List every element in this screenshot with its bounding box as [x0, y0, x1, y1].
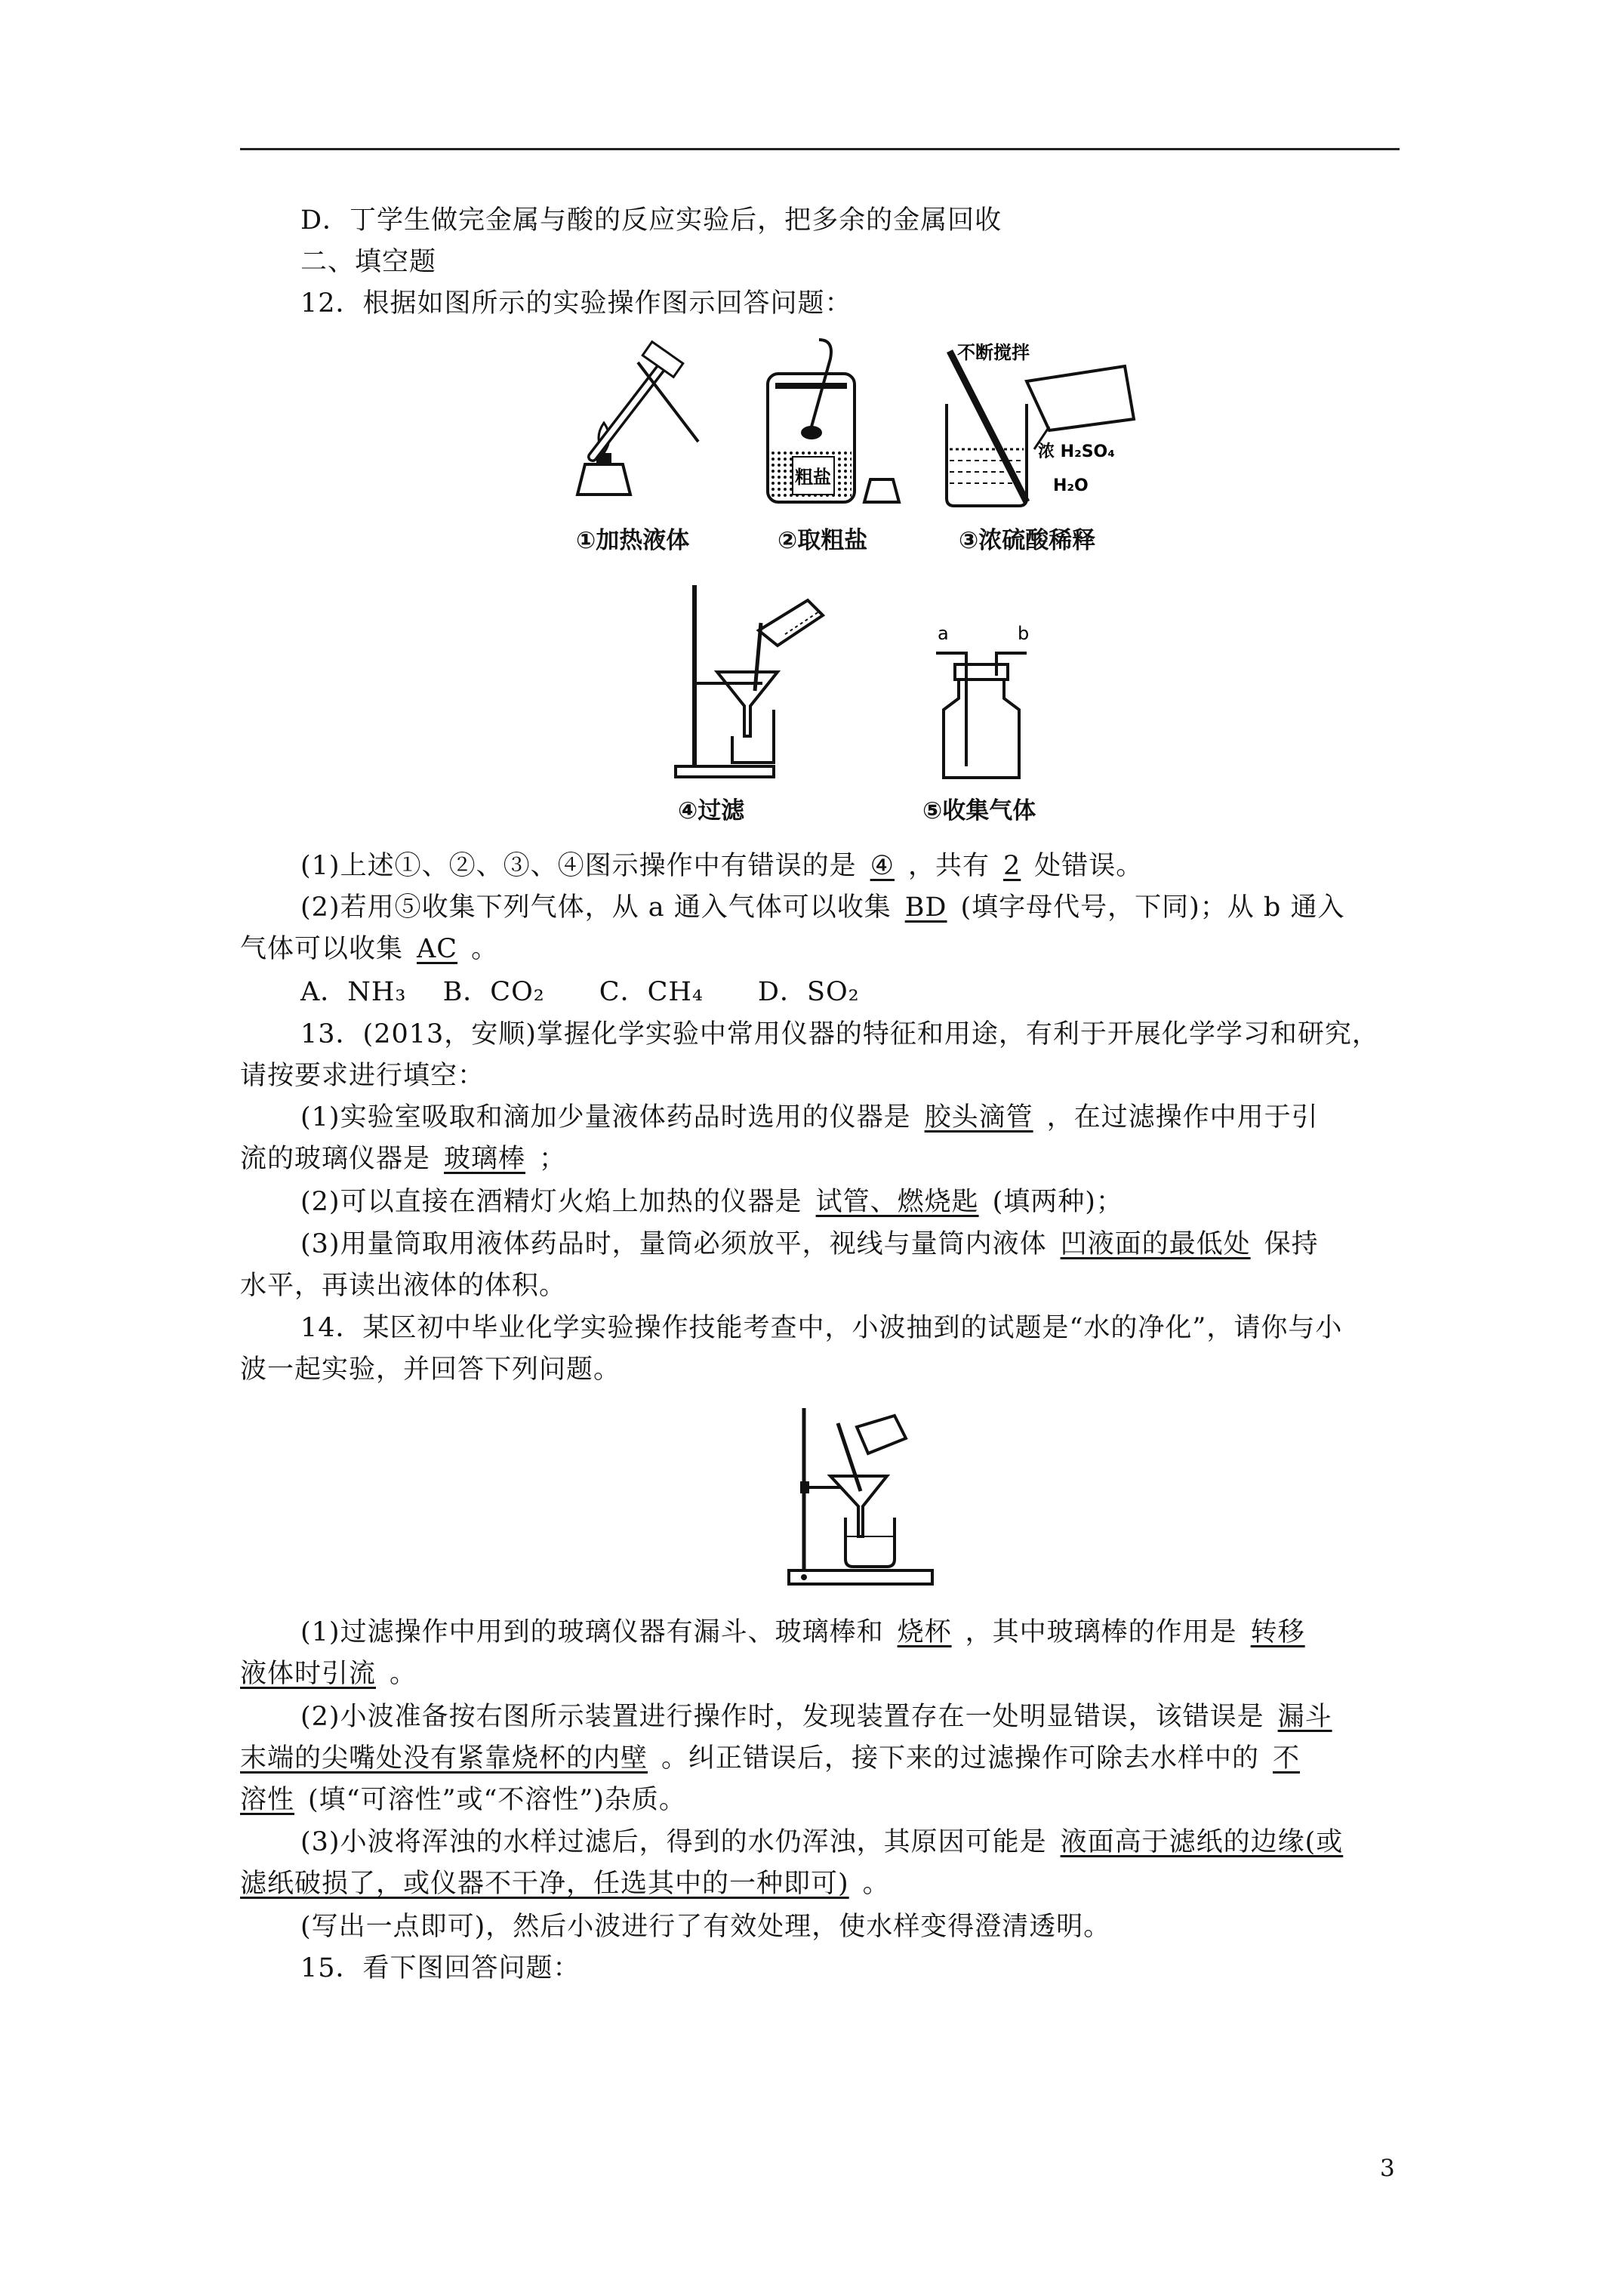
stir-label: 不断搅拌 — [957, 342, 1030, 363]
q15-stem: 15．看下图回答问题： — [300, 1953, 581, 1983]
q13-stem-line1: 13．(2013，安顺)掌握化学实验中常用仪器的特征和用途，有利于开展化学学习和研究， — [300, 1019, 1379, 1049]
q13-part3-line1: (3)用量筒取用液体药品时，量筒必须放平，视线与量筒内液体 凹液面的最低处 保持 — [300, 1229, 1319, 1259]
q12-part2-line1: (2)若用⑤收集下列气体，从 a 通入气体可以收集 BD (填字母代号，下同)；从 b 通入 — [300, 892, 1345, 923]
water-label: H₂O — [1053, 476, 1089, 495]
gas-bottle-figure — [929, 623, 1034, 781]
filtration-figure — [672, 578, 853, 781]
heating-liquid-figure — [562, 336, 713, 510]
q13-part1-line2: 流的玻璃仪器是 玻璃棒 ； — [240, 1144, 567, 1174]
q14-part2-line2: 末端的尖嘴处没有紧靠烧杯的内壁 。纠正错误后，接下来的过滤操作可除去水样中的 不 — [240, 1743, 1301, 1774]
header-rule — [240, 148, 1400, 150]
q14-part3-line2: 滤纸破损了，或仪器不干净，任选其中的一种即可) 。 — [240, 1869, 890, 1899]
q12-stem: 12．根据如图所示的实验操作图示回答问题： — [300, 288, 852, 319]
caption-5: ⑤收集气体 — [922, 797, 1036, 824]
dilute-acid-figure — [936, 336, 1147, 510]
q12-part1: (1)上述①、②、③、④图示操作中有错误的是 ④ ，共有 2 处错误。 — [300, 851, 1144, 881]
acid-label: 浓 H₂SO₄ — [1038, 442, 1115, 461]
q13-part1-line1: (1)实验室吸取和滴加少量液体药品时选用的仪器是 胶头滴管 ，在过滤操作中用于引 — [300, 1102, 1319, 1133]
section-heading: 二、填空题 — [300, 247, 437, 277]
q11-option-d: D．丁学生做完金属与酸的反应实验后，把多余的金属回收 — [300, 205, 1002, 236]
caption-2: ②取粗盐 — [778, 527, 868, 554]
q14-part1-line1: (1)过滤操作中用到的玻璃仪器有漏斗、玻璃棒和 烧杯 ，其中玻璃棒的作用是 转移 — [300, 1617, 1305, 1647]
q14-stem-line2: 波一起实验，并回答下列问题。 — [240, 1354, 621, 1385]
caption-1: ①加热液体 — [576, 527, 690, 554]
port-a-label: a — [938, 623, 949, 644]
q14-part2-line1: (2)小波准备按右图所示装置进行操作时，发现装置存在一处明显错误，该错误是 漏斗 — [300, 1702, 1332, 1732]
water-filter-figure — [785, 1404, 936, 1593]
page-number: 3 — [1380, 2155, 1395, 2182]
q13-part3-line2: 水平，再读出液体的体积。 — [240, 1271, 567, 1301]
q14-part3-line1: (3)小波将浑浊的水样过滤后，得到的水仍浑浊，其原因可能是 液面高于滤纸的边缘(或 — [300, 1827, 1344, 1857]
caption-3: ③浓硫酸稀释 — [959, 527, 1096, 554]
q14-part1-line2: 液体时引流 。 — [240, 1659, 417, 1689]
q12-options: A．NH₃ B．CO₂ C．CH₄ D．SO₂ — [300, 977, 860, 1007]
q14-stem-line1: 14．某区初中毕业化学实验操作技能考查中，小波抽到的试题是“水的净化”，请你与小 — [300, 1313, 1343, 1343]
take-salt-figure — [759, 336, 902, 510]
caption-4: ④过滤 — [678, 797, 745, 824]
q14-part2-line3: 溶性 (填“可溶性”或“不溶性”)杂质。 — [240, 1785, 686, 1815]
salt-label: 粗盐 — [795, 467, 831, 488]
q13-stem-line2: 请按要求进行填空： — [240, 1061, 485, 1091]
q14-part4: (写出一点即可)，然后小波进行了有效处理，使水样变得澄清透明。 — [300, 1912, 1111, 1942]
q12-part2-line2: 气体可以收集 AC 。 — [240, 934, 499, 964]
q13-part2: (2)可以直接在酒精灯火焰上加热的仪器是 试管、燃烧匙 (填两种)； — [300, 1187, 1123, 1217]
port-b-label: b — [1018, 623, 1030, 644]
